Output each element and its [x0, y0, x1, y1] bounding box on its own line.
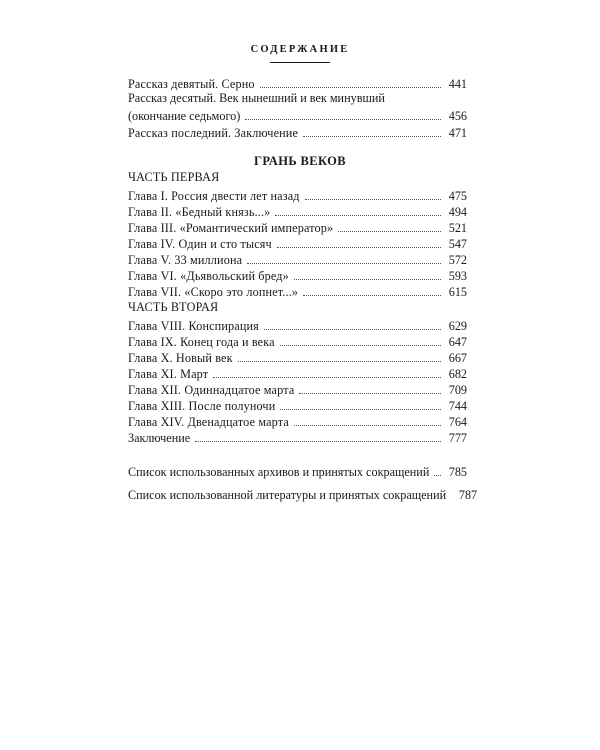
- toc-entry-label: Рассказ последний. Заключение: [128, 126, 299, 140]
- toc-entry-label: Глава VI. «Дьявольский бред»: [128, 269, 289, 283]
- section-title: ГРАНЬ ВЕКОВ: [253, 154, 347, 168]
- toc-entry-label: Рассказ девятый. Серно: [128, 77, 255, 91]
- toc-entry-page: 787: [458, 488, 478, 502]
- toc-entry-page: 475: [448, 189, 467, 203]
- dot-leader: [305, 186, 441, 200]
- toc-entry-label: Список использованных архивов и принятых сокращений: [128, 465, 430, 479]
- toc-entry-literature-list[interactable]: [128, 485, 478, 503]
- toc-entry-story-10[interactable]: [128, 106, 467, 124]
- dot-leader: [247, 250, 441, 264]
- dot-leader: [303, 123, 441, 137]
- toc-entry-page: 744: [448, 399, 467, 413]
- part-two-title: ЧАСТЬ ВТОРАЯ: [128, 300, 219, 314]
- toc-entry-label: Заключение: [128, 431, 191, 445]
- toc-entry-story-last[interactable]: [128, 123, 467, 141]
- toc-entry-label: Глава III. «Романтический император»: [128, 221, 334, 235]
- toc-entry-story-9[interactable]: [128, 74, 467, 92]
- toc-entry-page: 667: [448, 351, 467, 365]
- dot-leader: [245, 106, 441, 120]
- toc-entry-label: Список использованной литературы и принятых сокращений: [128, 488, 447, 502]
- toc-entry-page: 547: [448, 237, 467, 251]
- toc-entry-conclusion[interactable]: [128, 428, 467, 446]
- toc-entry-page: 764: [448, 415, 467, 429]
- running-head: СОДЕРЖАНИЕ: [250, 44, 350, 55]
- dot-leader: [277, 234, 441, 248]
- toc-entry-page: 456: [448, 109, 467, 123]
- toc-entry-chapter-7[interactable]: [128, 282, 467, 300]
- toc-entry-label: Глава V. 33 миллиона: [128, 253, 243, 267]
- toc-entry-page: 629: [448, 319, 467, 333]
- toc-entry-page: 615: [448, 285, 467, 299]
- toc-entry-label: Глава XIV. Двенадцатое марта: [128, 415, 289, 429]
- dot-leader: [260, 74, 441, 88]
- dot-leader: [434, 462, 441, 476]
- toc-entry-page: 441: [448, 77, 467, 91]
- running-head-rule: [270, 62, 330, 63]
- toc-entry-label: Глава IV. Один и сто тысяч: [128, 237, 272, 251]
- dot-leader: [280, 332, 441, 346]
- toc-entry-label: Глава II. «Бедный князь...»: [128, 205, 271, 219]
- toc-entry-page: 785: [448, 465, 467, 479]
- toc-entry-label: Глава VIII. Конспирация: [128, 319, 259, 333]
- dot-leader: [294, 412, 441, 426]
- toc-entry-archives-list[interactable]: [128, 462, 467, 480]
- toc-entry-page: 494: [448, 205, 467, 219]
- toc-entry-page: 777: [448, 431, 467, 445]
- toc-entry-page: 682: [448, 367, 467, 381]
- toc-entry-page: 471: [448, 126, 467, 140]
- dot-leader: [280, 396, 441, 410]
- toc-entry-page: 521: [448, 221, 467, 235]
- dot-leader: [299, 380, 441, 394]
- dot-leader: [294, 266, 441, 280]
- toc-entry-page: 709: [448, 383, 467, 397]
- toc-entry-page: 572: [448, 253, 467, 267]
- toc-entry-label: Глава IX. Конец года и века: [128, 335, 275, 349]
- dot-leader: [338, 218, 441, 232]
- toc-entry-page: 593: [448, 269, 467, 283]
- toc-entry-label: Глава XI. Март: [128, 367, 209, 381]
- toc-entry-story-10-line1: Рассказ десятый. Век нынешний и век минувший: [128, 91, 385, 105]
- toc-entry-page: 647: [448, 335, 467, 349]
- toc-entry-label: Глава XIII. После полуночи: [128, 399, 276, 413]
- dot-leader: [195, 428, 441, 442]
- part-one-title: ЧАСТЬ ПЕРВАЯ: [128, 170, 220, 184]
- toc-entry-label: Глава I. Россия двести лет назад: [128, 189, 300, 203]
- dot-leader: [238, 348, 441, 362]
- dot-leader: [303, 282, 441, 296]
- dot-leader: [275, 202, 441, 216]
- toc-entry-label: Глава VII. «Скоро это лопнет...»: [128, 285, 299, 299]
- toc-entry-label: Глава X. Новый век: [128, 351, 233, 365]
- dot-leader: [213, 364, 441, 378]
- toc-entry-label: (окончание седьмого): [128, 109, 241, 123]
- toc-entry-label: Глава XII. Одиннадцатое марта: [128, 383, 295, 397]
- dot-leader: [264, 316, 441, 330]
